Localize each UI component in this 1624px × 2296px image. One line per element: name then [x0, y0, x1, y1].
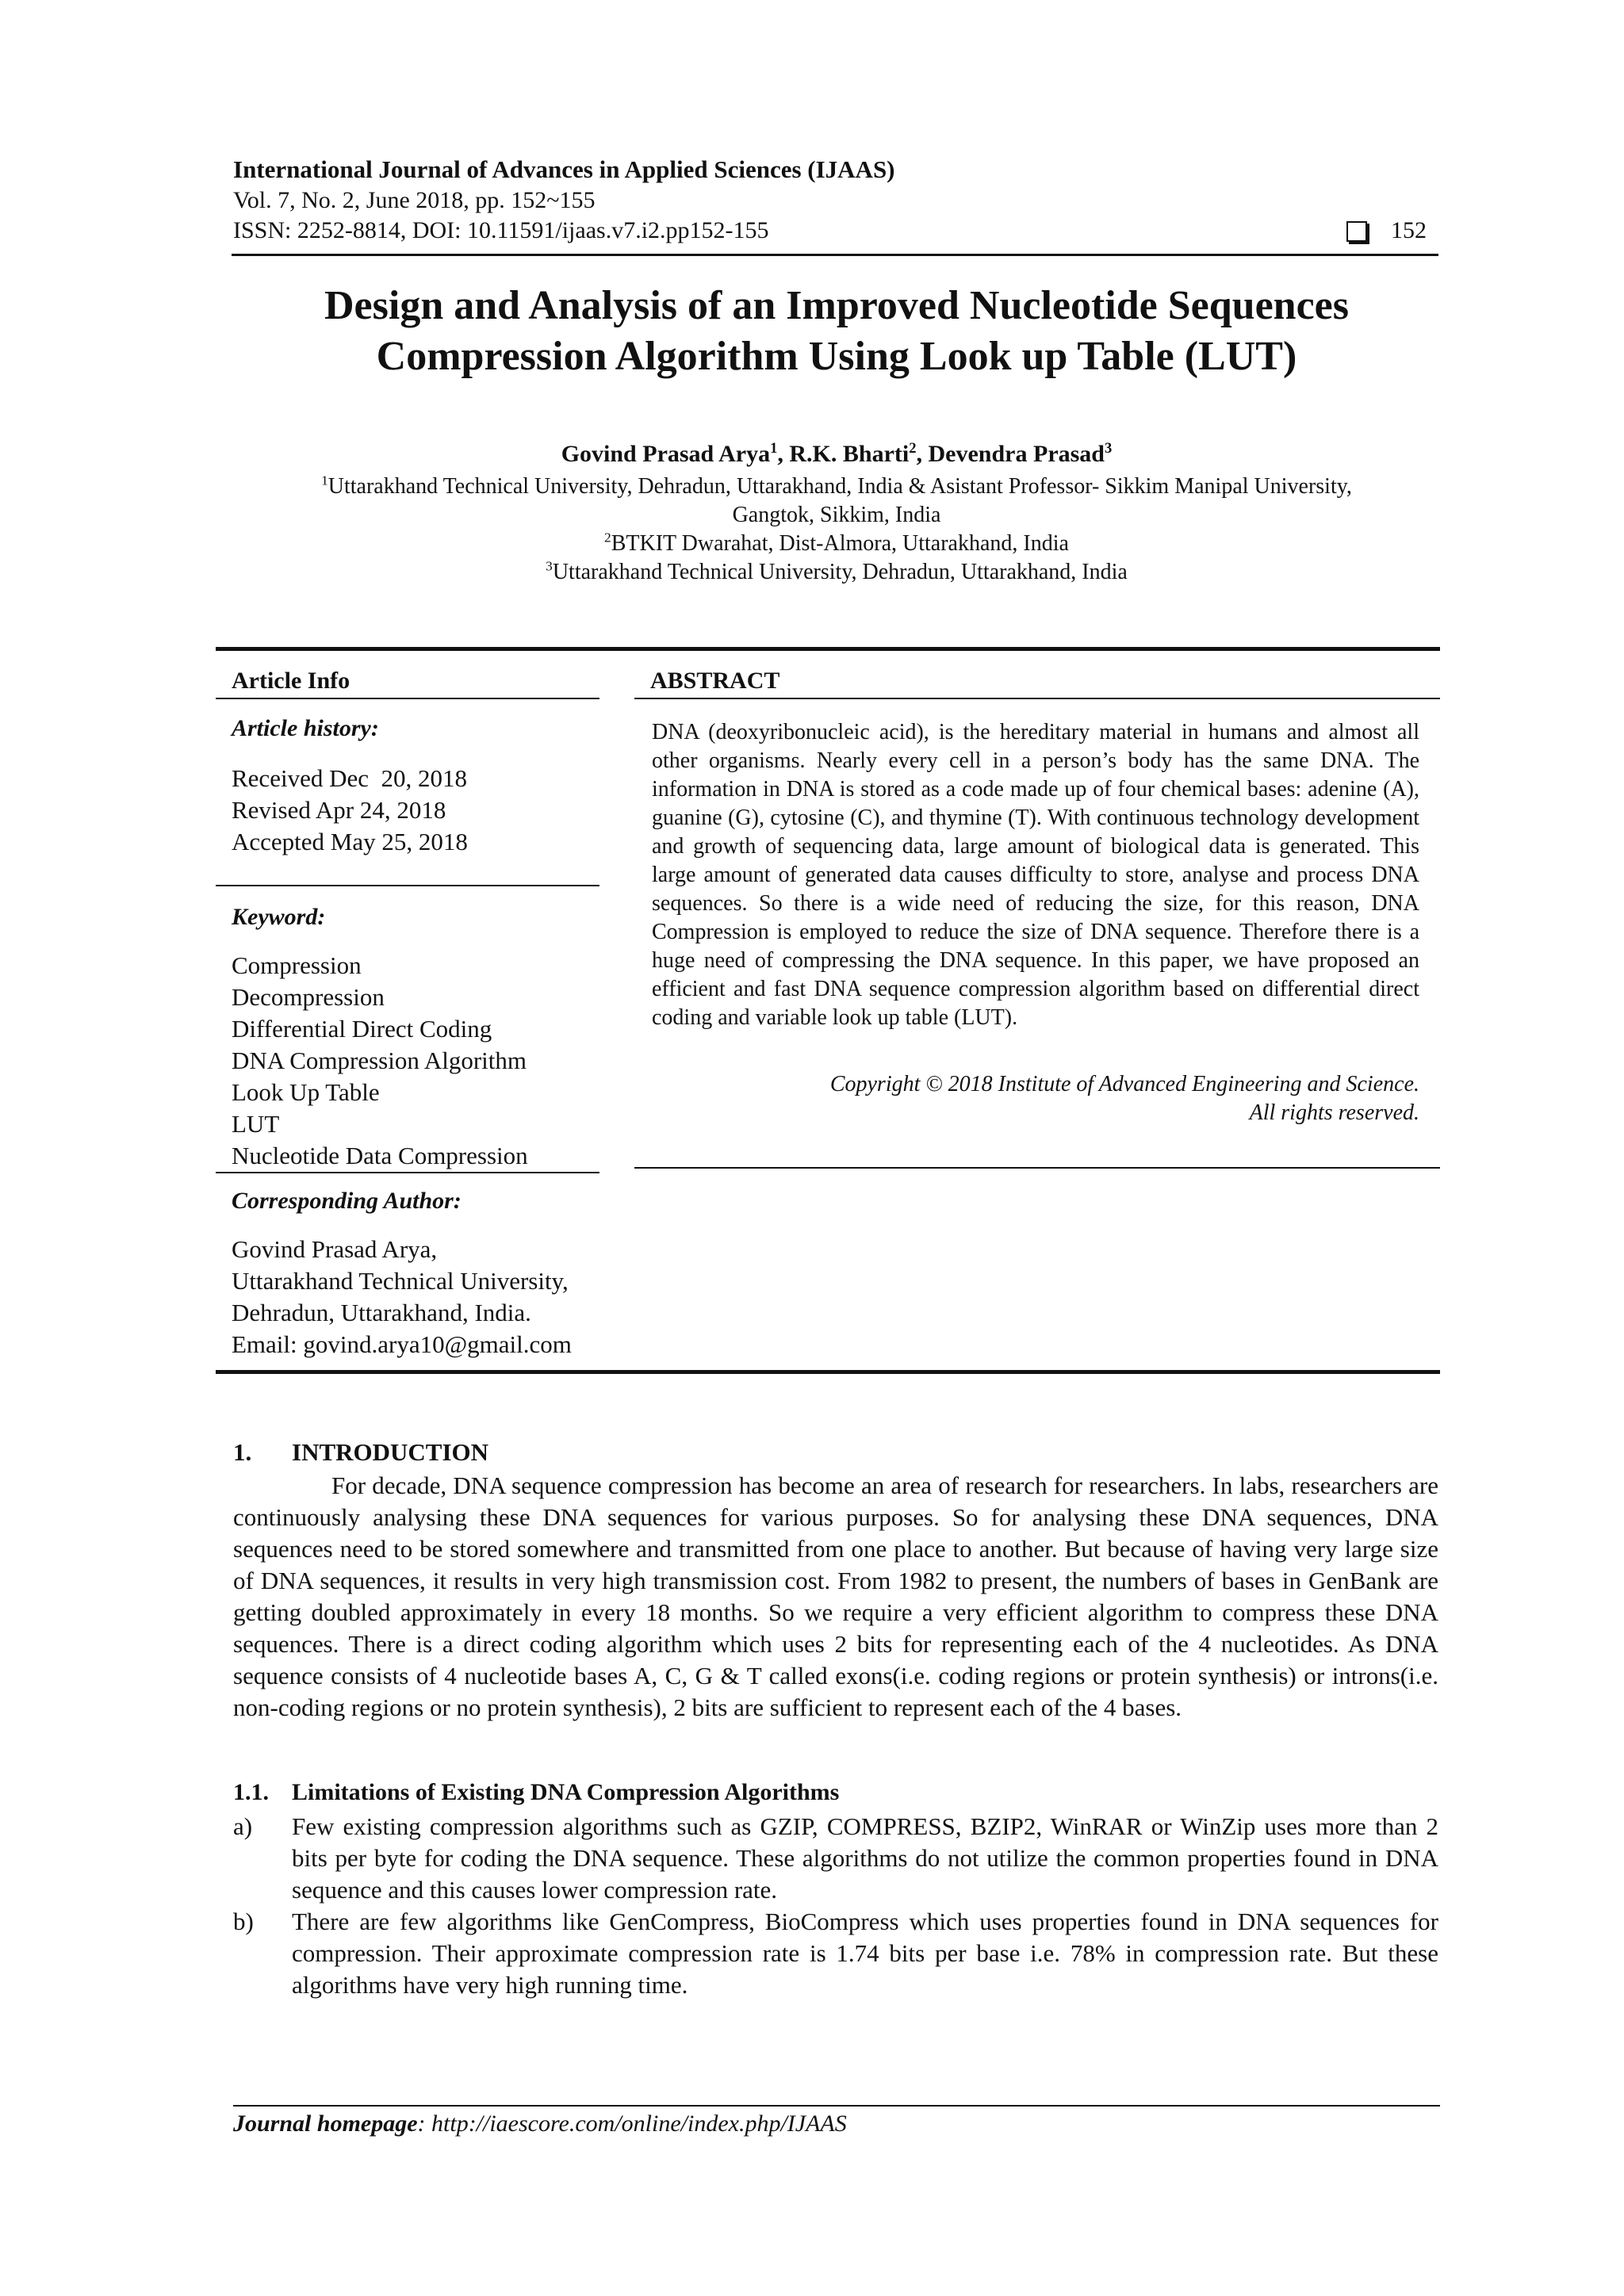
abstract-bottom-rule: [634, 1167, 1440, 1169]
abstract-heading: ABSTRACT: [650, 668, 780, 694]
introduction-paragraph: For decade, DNA sequence compression has become an area of research for researchers. In labs, researchers are continuously analysing these DNA sequences for various purposes. So for analysing these DNA sequences, DNA sequences need to be stored somewhere and transmitted from one place to another. But because of having very large size of DNA sequences, it results in very high transmission cost. From 1982 to present, the numbers of bases in GenBank are getting doubled approximately in every 18 months. So we require a very efficient algorithm to compress these DNA sequences. There is a direct coding algorithm which uses 2 bits for representing each of the 4 nucleotides. As DNA sequence consists of 4 nucleotide bases A, C, G & T called exons(i.e. coding regions or protein synthesis) or introns(i.e. non-coding regions or no protein synthesis), 2 bits are sufficient to represent each of the 4 bases.: [233, 1471, 1438, 1721]
corresponding-author: [232, 1234, 572, 1360]
footer-label: Journal homepage: [233, 2110, 418, 2137]
footer-url[interactable]: : http://iaescore.com/online/index.php/IJAAS: [417, 2110, 847, 2137]
list-item-text: There are few algorithms like GenCompress, BioCompress which uses properties found in DNA sequences for compression. Their approximate compression rate is 1.74 bits per base i.e. 78% in compression rate. But these algorithms have very high running time.: [292, 1908, 1438, 1999]
paper-title: [233, 281, 1440, 382]
section-number: 1.: [233, 1438, 252, 1466]
keyword-label: Keyword:: [232, 904, 326, 930]
copyright-line-1: Copyright © 2018 Institute of Advanced Engineering and Science.: [829, 1072, 1419, 1096]
revised-date: Revised Apr 24, 2018: [232, 796, 446, 824]
affiliation-2: [233, 530, 1440, 558]
journal-issn: ISSN: 2252-8814, DOI: 10.11591/ijaas.v7.i2.pp152-155: [233, 217, 769, 243]
keyword-item: Compression: [232, 951, 362, 979]
author-3: , Devendra Prasad: [916, 441, 1105, 467]
list-item: [233, 1811, 1438, 1906]
title-line-2: Compression Algorithm Using Look up Table (LUT): [376, 334, 1297, 379]
affiliation-1: [233, 473, 1440, 530]
page-number: 152: [1391, 217, 1427, 243]
section-title: INTRODUCTION: [292, 1438, 489, 1466]
abstract-text: DNA (deoxyribonucleic acid), is the hereditary material in humans and almost all other organisms. Nearly every cell in a person’s body has the same DNA. The information in DNA is stored as a code made up of four chemical bases: adenine (A), guanine (G), cytosine (C), and thymine (T). With continuous technology development and growth of sequencing data, large amount of biological data is generated. This large amount of generated data causes difficulty to store, analyse and process DNA sequences. So there is a wide need of reducing the size, for this reason, DNA Compression is employed to reduce the size of DNA sequence. Therefore there is a huge need of compressing the DNA sequence. In this paper, we have proposed an efficient and fast DNA sequence compression algorithm based on differential direct coding and variable look up table (LUT).: [652, 720, 1419, 1030]
accepted-date: Accepted May 25, 2018: [232, 828, 468, 855]
corresponding-line: Uttarakhand Technical University,: [232, 1267, 569, 1295]
keyword-item: Look Up Table: [232, 1078, 380, 1106]
corresponding-rule: [216, 1172, 599, 1173]
article-history: [232, 763, 468, 858]
affiliation-3: [233, 558, 1440, 587]
author-1-sup: 1: [770, 440, 778, 457]
header-rule: [232, 254, 1438, 256]
author-3-sup: 3: [1105, 440, 1113, 457]
authors: [233, 441, 1440, 468]
copyright-notice: [652, 1070, 1419, 1127]
list-item-label: b): [233, 1908, 254, 1935]
corresponding-email: Email: govind.arya10@gmail.com: [232, 1330, 572, 1358]
received-date: Received Dec 20, 2018: [232, 764, 467, 792]
aff-3-sup: 3: [546, 558, 553, 574]
info-box-bottom-rule: [216, 1370, 1440, 1374]
keyword-rule: [216, 885, 599, 886]
article-history-label: Article history:: [232, 715, 379, 741]
journal-name: International Journal of Advances in Applied Sciences (IJAAS): [233, 155, 895, 183]
keyword-item: Differential Direct Coding: [232, 1015, 492, 1043]
keyword-list: [232, 950, 528, 1172]
corresponding-author-label: Corresponding Author:: [232, 1188, 462, 1214]
aff-1-line-2: Gangtok, Sikkim, India: [732, 503, 941, 527]
subsection-heading: [233, 1779, 839, 1806]
aff-2-text: BTKIT Dwarahat, Dist-Almora, Uttarakhand, India: [611, 531, 1069, 556]
aff-3-text: Uttarakhand Technical University, Dehradun, Uttarakhand, India: [552, 560, 1128, 584]
list-item-text: Few existing compression algorithms such as GZIP, COMPRESS, BZIP2, WinRAR or WinZip uses more than 2 bits per byte for coding the DNA sequence. These algorithms do not utilize the common properties found in DNA sequence and this causes lower compression rate.: [292, 1812, 1438, 1904]
article-info-heading: Article Info: [232, 668, 350, 694]
list-item: [233, 1906, 1438, 2001]
corresponding-line: Dehradun, Uttarakhand, India.: [232, 1299, 531, 1326]
keyword-item: DNA Compression Algorithm: [232, 1047, 527, 1074]
author-2: , R.K. Bharti: [777, 441, 910, 467]
title-line-1: Design and Analysis of an Improved Nucleotide Sequences: [324, 283, 1349, 328]
keyword-item: LUT: [232, 1110, 280, 1138]
keyword-item: Decompression: [232, 983, 385, 1011]
copyright-line-2: All rights reserved.: [1249, 1100, 1419, 1125]
footer-rule: [233, 2105, 1440, 2107]
subsection-title: Limitations of Existing DNA Compression Algorithms: [292, 1779, 840, 1805]
aff-1-sup: 1: [321, 473, 328, 488]
journal-volume: Vol. 7, No. 2, June 2018, pp. 152~155: [233, 187, 596, 213]
checkbox-icon: [1346, 221, 1367, 242]
author-2-sup: 2: [909, 440, 917, 457]
subsection-number: 1.1.: [233, 1779, 269, 1805]
corresponding-line: Govind Prasad Arya,: [232, 1235, 438, 1263]
introduction-heading: [233, 1438, 488, 1467]
journal-homepage: [233, 2110, 847, 2137]
aff-2-sup: 2: [604, 530, 611, 545]
article-info-rule: [216, 698, 599, 699]
author-1: Govind Prasad Arya: [561, 441, 771, 467]
abstract-rule: [634, 698, 1440, 699]
list-item-label: a): [233, 1812, 253, 1840]
aff-1-line-1: Uttarakhand Technical University, Dehradun, Uttarakhand, India & Asistant Professor- Sikkim Manipal University,: [327, 474, 1352, 499]
info-box-top-rule: [216, 647, 1440, 651]
keyword-item: Nucleotide Data Compression: [232, 1142, 528, 1169]
